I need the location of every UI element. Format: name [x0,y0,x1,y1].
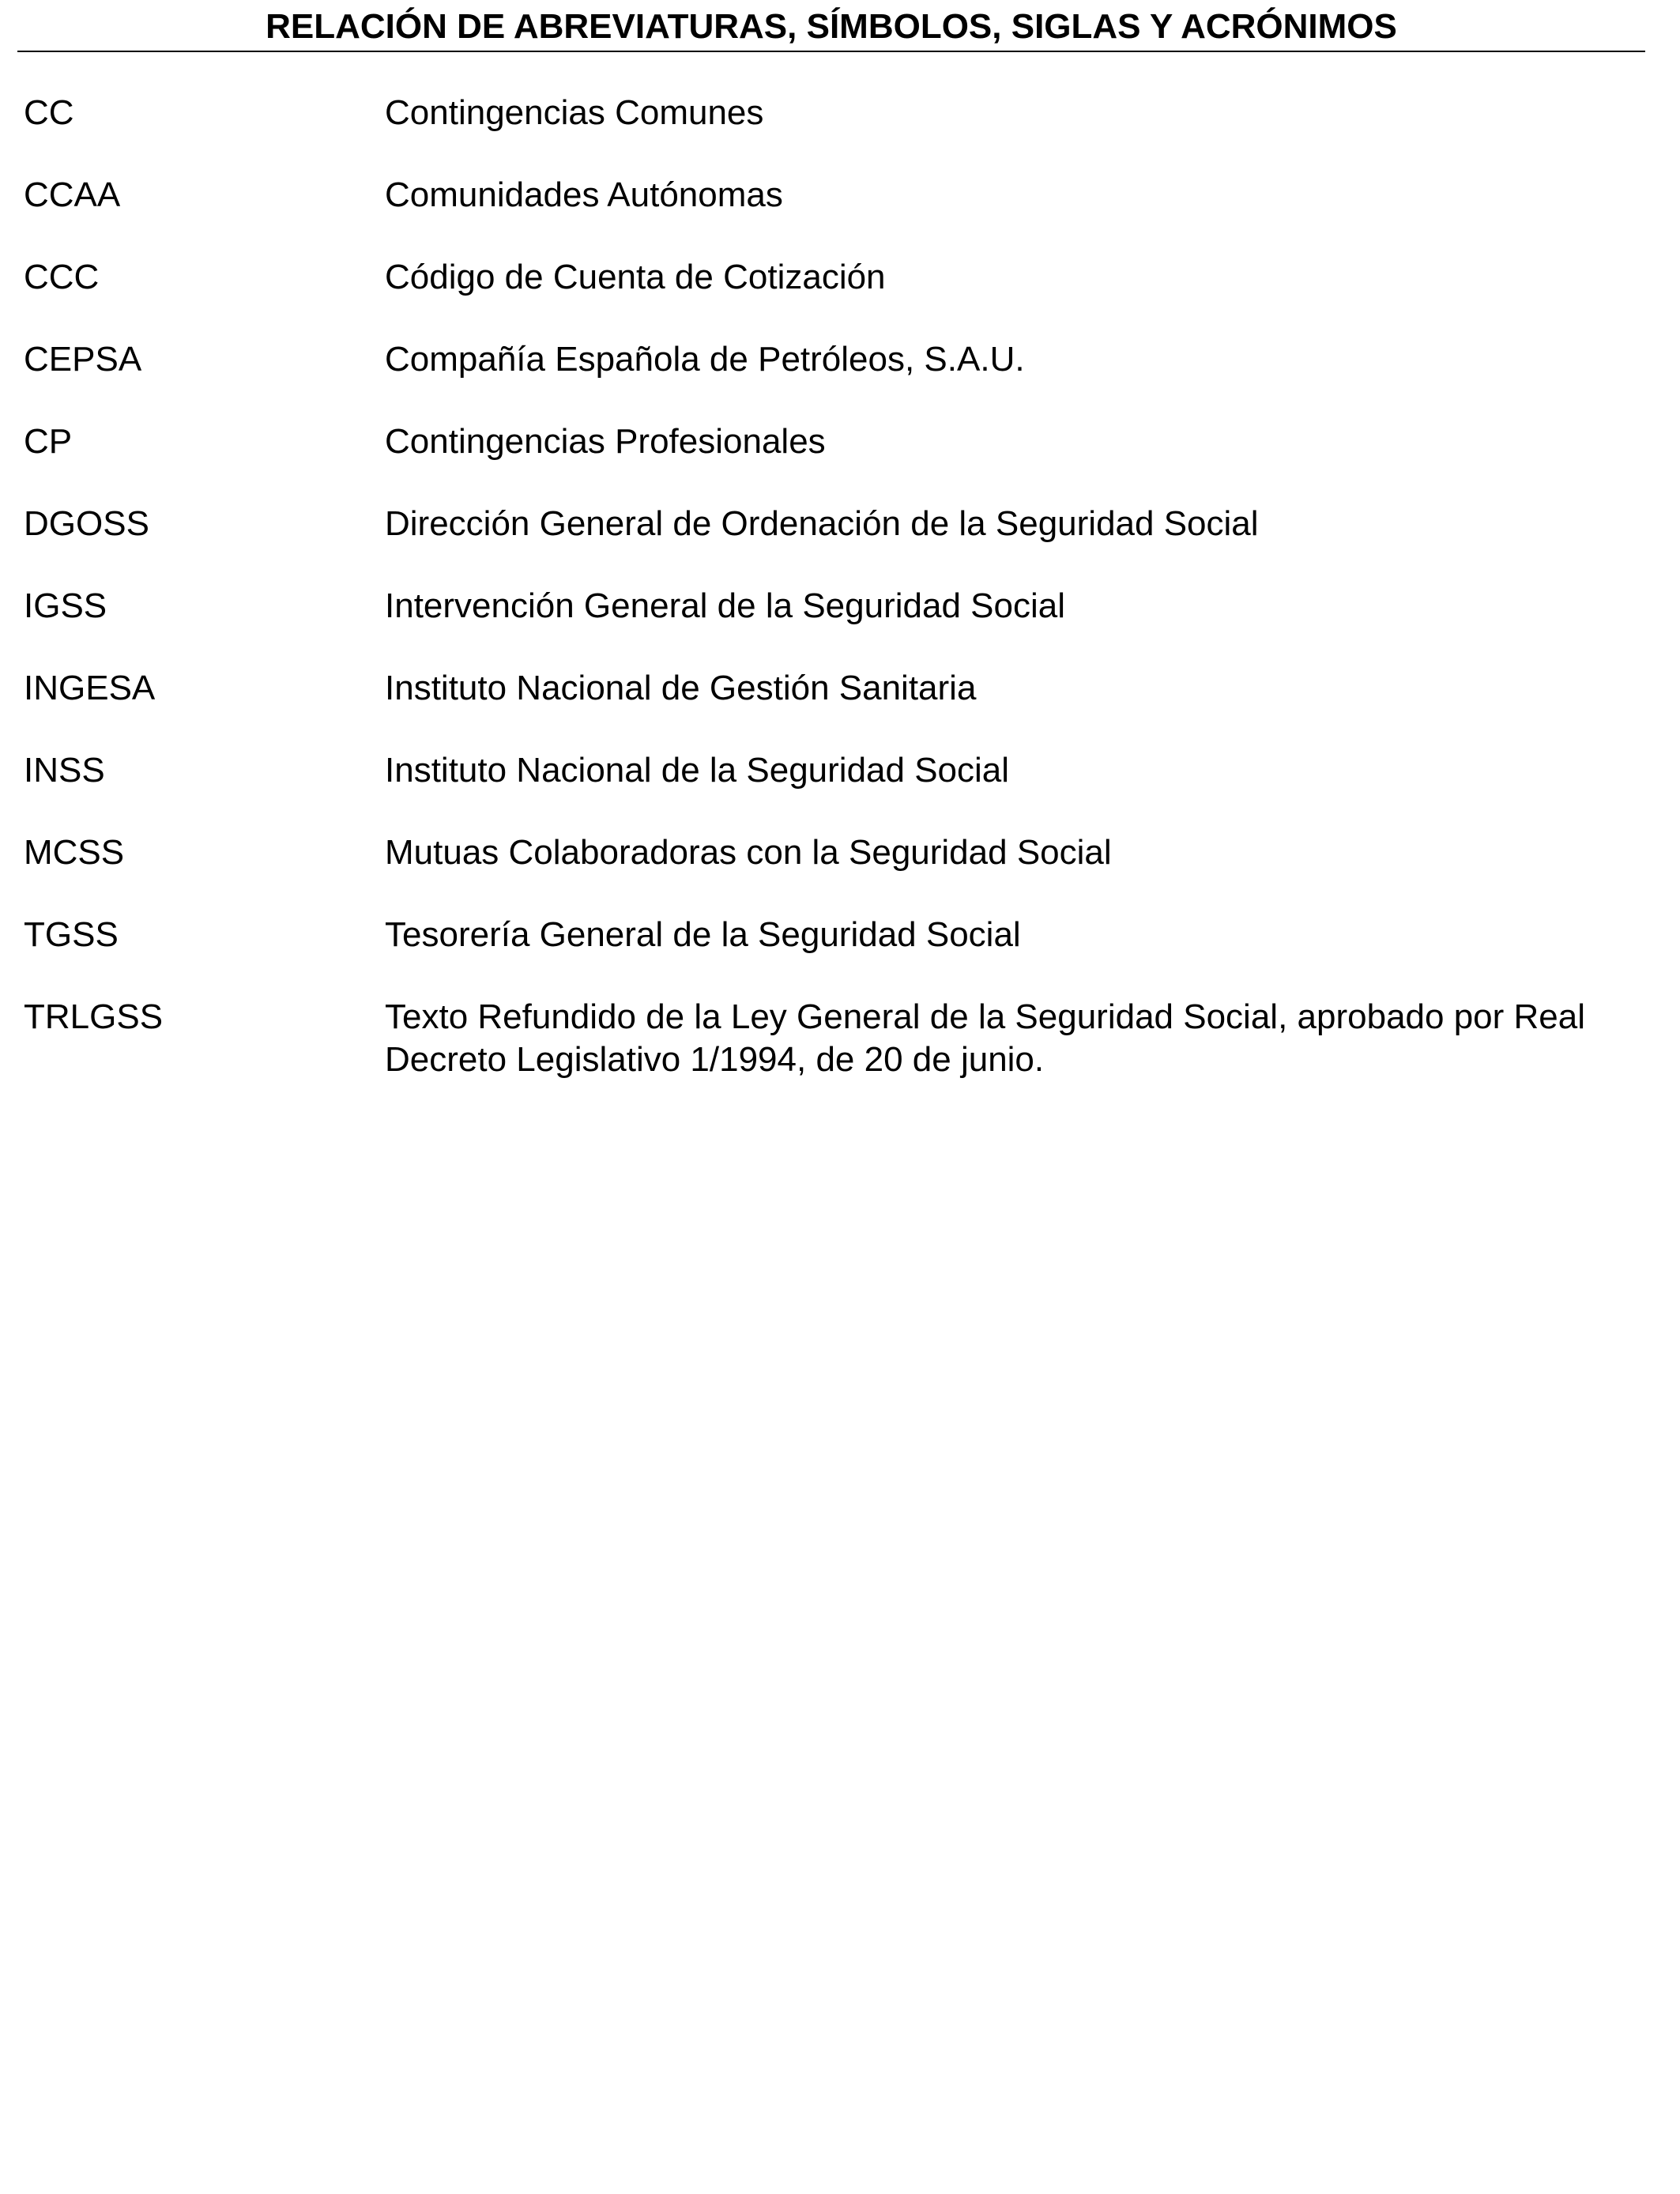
abbreviation-meaning: Contingencias Comunes [385,93,764,132]
abbreviation-meaning: Contingencias Profesionales [385,422,826,461]
abbreviation-code: TGSS [24,915,119,954]
abbreviation-meaning: Dirección General de Ordenación de la Seguridad Social [385,504,1259,543]
abbreviation-code: INGESA [24,669,156,707]
abbreviation-meaning: Instituto Nacional de la Seguridad Social [385,751,1010,790]
abbreviation-code: DGOSS [24,504,149,543]
abbreviation-code: CP [24,422,73,461]
abbreviation-meaning: Intervención General de la Seguridad Social [385,586,1065,625]
abbreviation-meaning: Instituto Nacional de Gestión Sanitaria [385,669,977,707]
page-title: RELACIÓN DE ABREVIATURAS, SÍMBOLOS, SIGLAS Y ACRÓNIMOS [266,7,1397,46]
abbreviation-code: MCSS [24,833,125,872]
abbreviation-meaning: Código de Cuenta de Cotización [385,258,886,296]
abbreviation-code: CEPSA [24,340,142,379]
abbreviation-meaning: Mutuas Colaboradoras con la Seguridad Social [385,833,1112,872]
abbreviation-code: IGSS [24,586,107,625]
abbreviation-code: CCAA [24,175,121,214]
abbreviation-meaning: Texto Refundido de la Ley General de la Seguridad Social, aprobado por Real Decreto Legislativo 1/1994, de 20 de junio. [385,997,1586,1079]
abbreviation-code: CCC [24,258,100,296]
abbreviation-meaning: Tesorería General de la Seguridad Social [385,915,1021,954]
abbreviation-code: INSS [24,751,105,790]
abbreviation-code: TRLGSS [24,997,164,1036]
abbreviation-code: CC [24,93,74,132]
abbreviation-meaning: Compañía Española de Petróleos, S.A.U. [385,340,1025,379]
abbreviation-meaning: Comunidades Autónomas [385,175,783,214]
